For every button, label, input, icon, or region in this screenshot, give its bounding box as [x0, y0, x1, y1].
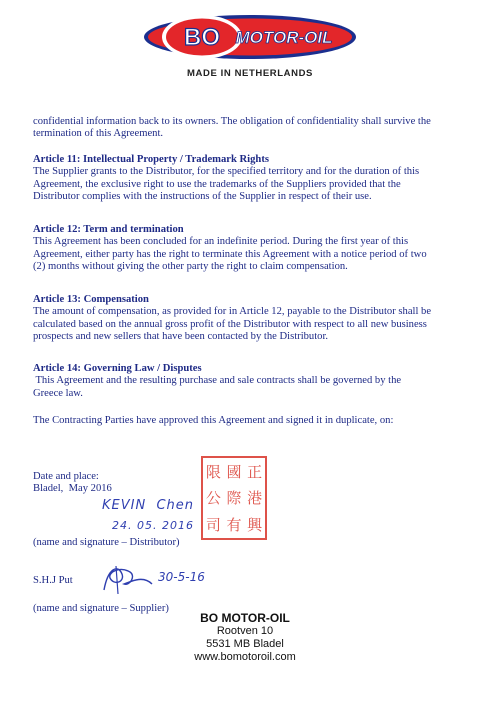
stamp-char: 司	[205, 516, 221, 535]
footer-company-name: BO MOTOR-OIL	[200, 611, 290, 625]
tagline: MADE IN NETHERLANDS	[187, 68, 313, 79]
distributor-handwritten-date: 24. 05. 2016	[112, 519, 194, 532]
article-heading: Article 14: Governing Law / Disputes	[33, 363, 202, 374]
article-heading: Article 11: Intellectual Property / Trademark Rights	[33, 154, 269, 165]
stamp-char: 港	[247, 489, 263, 508]
footer-website[interactable]: www.bomotoroil.com	[194, 651, 296, 663]
stamp-char: 限	[205, 462, 221, 481]
intro-paragraph	[33, 116, 478, 141]
text-line: prospects and new sellers that have been contacted by the Distributor.	[33, 331, 329, 343]
text-line: calculated based on the annual gross profit of the Distributor with respect to all new business	[33, 318, 427, 330]
text-line: The Supplier grants to the Distributor, for the specified territory and for the duration of this	[33, 166, 420, 178]
stamp-char: 公	[205, 489, 221, 508]
footer-street: Rootven 10	[216, 625, 274, 637]
distributor-caption: (name and signature – Distributor)	[33, 537, 180, 548]
article-13	[33, 294, 478, 344]
stamp-char: 國	[226, 462, 242, 481]
logo-motor-oil-text: MOTOR-OIL	[235, 28, 333, 47]
text-line: Agreement, the exclusive right to use the trademarks of the Suppliers provided that the	[33, 178, 401, 190]
article-12	[33, 224, 478, 274]
text-line: Greece law.	[33, 387, 83, 399]
stamp-char: 有	[226, 516, 242, 535]
text-line: Agreement, either party has the right to terminate this Agreement with a notice period of two	[33, 248, 427, 260]
text-line: termination of this Agreement.	[33, 128, 164, 140]
date-label: Date and place:	[33, 471, 99, 482]
footer-city: 5531 MB Bladel	[206, 638, 284, 650]
text-line: (2) months without giving the other party the right to claim compensation.	[33, 261, 348, 273]
text-line: This Agreement and the resulting purchase and sale contracts shall be governed by the	[33, 375, 402, 387]
supplier-signature-scribble	[100, 562, 156, 596]
text-line: The amount of compensation, as provided for in Article 12, payable to the Distributor shall be	[33, 306, 432, 318]
logo-graphic	[142, 12, 358, 62]
article-heading: Article 12: Term and termination	[33, 224, 184, 235]
supplier-caption: (name and signature – Supplier)	[33, 603, 169, 614]
article-heading: Article 13: Compensation	[33, 294, 149, 305]
company-footer	[100, 612, 390, 664]
distributor-handwritten-name: KEVIN Chen	[102, 498, 195, 513]
brand-logo	[142, 12, 358, 62]
stamp-char: 正	[247, 462, 263, 481]
stamp-char: 興	[247, 516, 263, 535]
article-14	[33, 363, 478, 400]
text-line: Distributor complies with the instructions of the Supplier in respect of their use.	[33, 191, 372, 203]
text-line: confidential information back to its owners. The obligation of confidentiality shall survive the	[33, 116, 431, 127]
stamp-char: 際	[226, 489, 242, 508]
date-value: Bladel, May 2016	[33, 483, 112, 494]
company-stamp	[201, 456, 267, 540]
supplier-handwritten-date: 30-5-16	[158, 570, 205, 584]
supplier-name: S.H.J Put	[33, 575, 73, 586]
logo-bo-text: BO	[184, 24, 220, 51]
text-line: This Agreement has been concluded for an indefinite period. During the first year of this	[33, 236, 409, 248]
closing-statement: The Contracting Parties have approved this Agreement and signed it in duplicate, on:	[33, 415, 394, 426]
article-11	[33, 154, 478, 204]
